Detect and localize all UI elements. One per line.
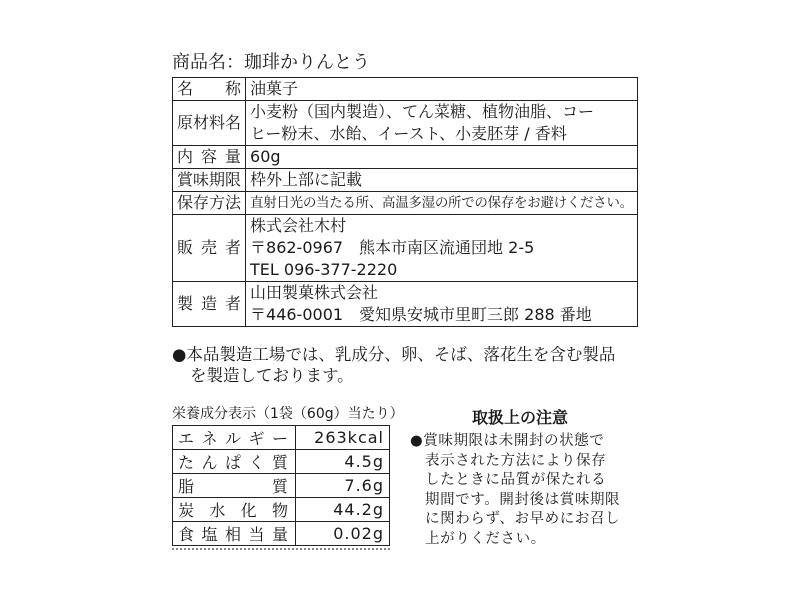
table-row: [173, 215, 638, 282]
value-line: 株式会社木村: [250, 216, 347, 235]
value-line: 山田製菓株式会社: [250, 283, 379, 302]
note-line: ●本品製造工場では、乳成分、卵、そば、落花生を含む製品: [172, 345, 616, 364]
nutrient-label: 炭水化物: [173, 498, 296, 522]
table-row: [173, 146, 638, 169]
caution-line: ●賞味期限は未開封の状態で: [410, 433, 605, 449]
nutrient-value: 0.02g: [296, 522, 390, 546]
note-line: を製造しております。: [190, 366, 354, 385]
nutrient-value: 44.2g: [296, 498, 390, 522]
nutrition-row: [173, 426, 390, 450]
value-line: 小麦粉（国内製造）、てん菜糖、植物油脂、コー: [250, 102, 595, 121]
caution-line: に関わらず、お早めにお召し: [425, 511, 621, 527]
caution-heading: 取扱上の注意: [471, 408, 568, 427]
label-table: [172, 77, 638, 327]
caution-line: 上がりください。: [425, 530, 546, 547]
row-label: 内容量: [173, 146, 246, 169]
row-value: 油菓子: [246, 78, 638, 101]
row-label: 販売者: [173, 215, 246, 282]
row-value: [246, 282, 638, 327]
row-value: 直射日光の当たる所、高温多湿の所での保存をお避けください。: [246, 192, 638, 215]
row-label: 原材料名: [173, 101, 246, 146]
value-line: 〒446-0001 愛知県安城市里町三郎 288 番地: [250, 305, 592, 324]
row-label: 保存方法: [173, 192, 246, 215]
caution-line: 表示された方法により保存: [425, 452, 607, 469]
caution-line: したときに品質が保たれる: [425, 472, 607, 488]
row-label: 製造者: [173, 282, 246, 327]
table-row: [173, 282, 638, 327]
value-line: TEL 096-377-2220: [250, 260, 398, 279]
nutrient-label: 脂質: [173, 474, 296, 498]
nutrition-table: [172, 425, 390, 546]
row-value: 枠外上部に記載: [246, 169, 638, 192]
caution-line: 期間です。開封後は賞味期限: [425, 491, 621, 508]
product-name: 商品名：珈琲かりんとう: [172, 52, 370, 73]
row-label: 賞味期限: [173, 169, 246, 192]
allergen-note: [172, 344, 632, 386]
nutrient-value: 4.5g: [296, 450, 390, 474]
row-label: 名 称: [173, 78, 246, 101]
nutrition-row: [173, 450, 390, 474]
nutrient-label: 食塩相当量: [173, 522, 296, 546]
table-row: [173, 78, 638, 101]
nutrition-heading: 栄養成分表示（1袋（60g）当たり）: [172, 406, 404, 422]
nutrition-row: [173, 474, 390, 498]
value-line: ヒー粉末、水飴、イースト、小麦胚芽 / 香料: [250, 124, 567, 143]
caution-text: [410, 432, 632, 549]
table-row: [173, 192, 638, 215]
nutrient-value: 263kcal: [296, 426, 390, 450]
value-line: 〒862-0967 熊本市南区流通団地 2-5: [250, 238, 535, 257]
row-value: 60g: [246, 146, 638, 169]
nutrition-row: [173, 498, 390, 522]
row-value: [246, 101, 638, 146]
cropped-text-edge: [172, 548, 390, 554]
row-value: [246, 215, 638, 282]
table-row: [173, 101, 638, 146]
table-row: [173, 169, 638, 192]
nutrient-label: たんぱく質: [173, 450, 296, 474]
nutrient-label: エネルギー: [173, 426, 296, 450]
nutrition-row: [173, 522, 390, 546]
nutrient-value: 7.6g: [296, 474, 390, 498]
